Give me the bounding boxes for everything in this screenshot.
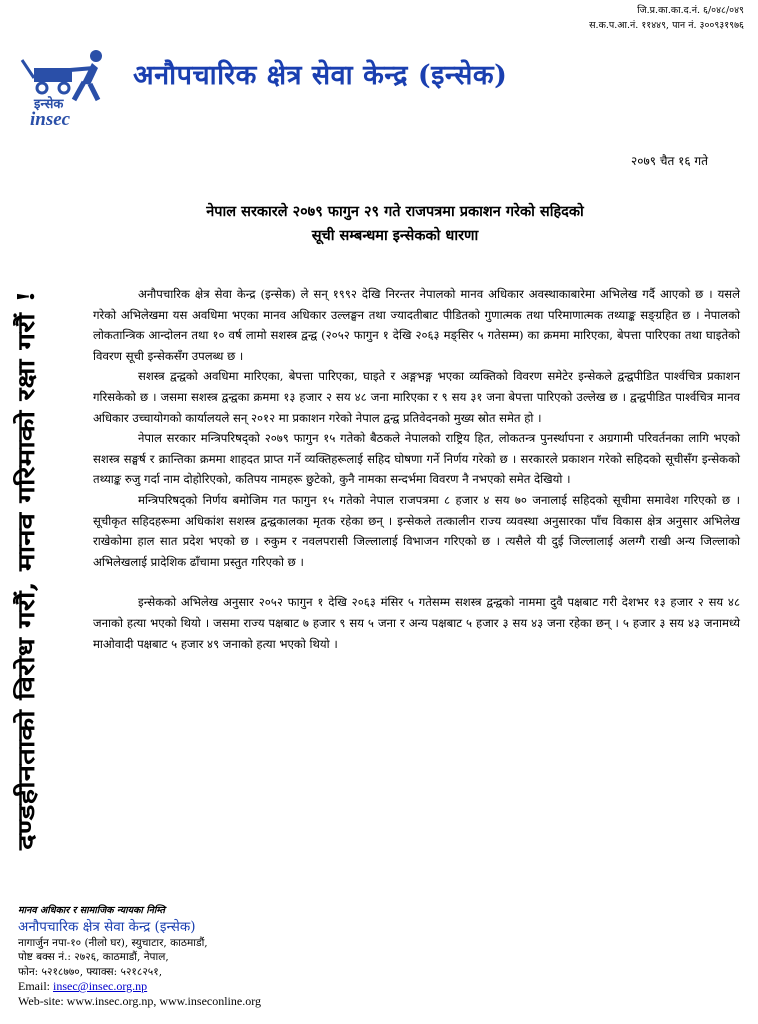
organization-name: अनौपचारिक क्षेत्र सेवा केन्द्र (इन्सेक) [133, 60, 508, 91]
insec-logo [12, 48, 122, 128]
registration-line-1: जि.प्र.का.का.द.नं. ६/०४८/०४९ [637, 5, 744, 16]
side-slogan-text: दण्डहीनताको विरोध गरौं, मानव गरिमाको रक्षा गरौं ! [13, 413, 40, 850]
insec-logo-icon [12, 48, 122, 128]
title-line-2: सूची सम्बन्धमा इन्सेकको धारणा [311, 227, 479, 244]
footer-email-label: Email: [18, 979, 50, 993]
footer-contact [18, 904, 261, 1008]
registration-line-2: स.क.प.आ.नं. ११४४९, पान नं. ३००९३१९७६ [589, 20, 744, 31]
footer-address-1: नागार्जुन नपा-१० (नीलो घर), स्युचाटार, काठमाडौं, [18, 936, 208, 949]
document-title [95, 200, 695, 248]
footer-address-2: पोष्ट बक्स नं.: २७२६, काठमाडौं, नेपाल, [18, 951, 169, 963]
logo-text-np: इन्सेक [34, 97, 64, 112]
paragraph-1: अनौपचारिक क्षेत्र सेवा केन्द्र (इन्सेक) ले सन् १९९२ देखि निरन्तर नेपालको मानव अधिकार अवस्थाकाबारेमा अभिलेख गर्दै आएको छ । यसले गरेको अभिलेखमा यस अवधिमा भएका मानव अधिकार उल्लङ्घन तथा ज्यादतीबाट पीडितको गुणात्मक तथा परिमाणात्मक तथ्याङ्क सङ्ग्रहित छ । नेपालको लोकतान्त्रिक आन्दोलन तथा १० वर्ष लामो सशस्त्र द्वन्द्व (२०५२ फागुन १ देखि २०६३ मङ्सिर ५ गतेसम्म) का क्रममा मारिएका, बेपत्ता पारिएका तथा घाइतेको विवरण सूची इन्सेकसँग उपलब्ध छ । [93, 287, 740, 363]
footer-website[interactable]: Web-site: www.insec.org.np, www.inseconline.org [18, 993, 261, 1008]
paragraph-4: मन्त्रिपरिषद्को निर्णय बमोजिम गत फागुन १५ गतेको नेपाल राजपत्रमा ८ हजार ४ सय ७० जनालाई सहिदको सूचीमा समावेश गरिएको छ । सूचीकृत सहिदहरूमा अधिकांश सशस्त्र द्वन्द्वकालका मृतक रहेका छन् । इन्सेकले तत्कालीन राज्य व्यवस्था अनुसारका पाँच विकास क्षेत्र अनुसार अभिलेख राखेकोमा हाल सात प्रदेश भएको छ । रुकुम र नवलपरासी जिल्लालाई विभाजन गरिएको छ । त्यसैले यी दुई जिल्लालाई अलग्गै राखी अन्य जिल्लाको अभिलेखलाई प्रादेशिक ढाँचामा प्रस्तुत गरिएको छ । [93, 492, 740, 569]
title-line-1: नेपाल सरकारले २०७९ फागुन २९ गते राजपत्रमा प्रकाशन गरेको सहिदको [206, 203, 584, 220]
footer-email-link[interactable]: insec@insec.org.np [53, 979, 148, 993]
footer-phone: फोन: ५२१८७७०, फ्याक्स: ५२१८२५१, [18, 965, 163, 978]
footer-org-name: अनौपचारिक क्षेत्र सेवा केन्द्र (इन्सेक) [18, 918, 196, 935]
footer-email-row [18, 979, 261, 994]
paragraph-3: नेपाल सरकार मन्त्रिपरिषद्को २०७९ फागुन १५ गतेको बैठकले नेपालको राष्ट्रिय हित, लोकतन्त्र पुनर्स्थापना र अग्रगामी परिवर्तनका लागि भएको सशस्त्र सङ्घर्ष र क्रान्तिका क्रममा शाहदत प्राप्त गर्ने व्यक्तिहरूलाई सहिद घोषणा गर्ने निर्णय गरेको छ । सरकारले प्रकाशन गरेको सहिदको सूचीसँग इन्सेकको तथ्याङ्क रुजु गर्दा नाम दोहोरिएको, कतिपय नामहरू छुटेको, कुनै नामका सन्दर्भमा विवरण नै नभएको समेत देखियो । [93, 431, 740, 487]
paragraph-5: इन्सेकको अभिलेख अनुसार २०५२ फागुन १ देखि २०६३ मंसिर ५ गतेसम्म सशस्त्र द्वन्द्वको नाममा दुवै पक्षबाट गरी देशभर १३ हजार २ सय ४८ जनाको हत्या भएको थियो । जसमा राज्य पक्षबाट ७ हजार ९ सय ५ जना र अन्य पक्षबाट ५ हजार ३ सय ४३ जना रहेका छन् । ५ हजार ३ सय ४३ जनामध्ये माओवादी पक्षबाट ५ हजार ४९ जनाको हत्या भएको थियो । [93, 595, 740, 651]
document-date: २०७९ चैत १६ गते [631, 154, 708, 168]
paragraph-2: सशस्त्र द्वन्द्वको अवधिमा मारिएका, बेपत्ता पारिएका, घाइते र अङ्गभङ्ग भएका व्यक्तिको विवरण समेटेर इन्सेकले द्वन्द्वपीडित पार्श्वचित्र प्रकाशन गरिसकेको छ । जसमा सशस्त्र द्वन्द्वका क्रममा १३ हजार २ सय ४८ जना मारिएका र ९ सय ३१ जना बेपत्ता पारिएको उल्लेख छ । द्वन्द्वपीडित पार्श्वचित्र मानव अधिकार उच्चायोगको कार्यालयले सन् २०१२ मा प्रकाशन गरेको नेपाल द्वन्द्व प्रतिवेदनको मुख्य स्रोत समेत हो । [93, 369, 740, 425]
logo-text-en: insec [30, 109, 71, 128]
document-body [93, 284, 740, 654]
footer-tagline: मानव अधिकार र सामाजिक न्यायका निम्ति [18, 905, 165, 916]
registration-info [589, 3, 744, 33]
side-slogan [4, 285, 46, 855]
